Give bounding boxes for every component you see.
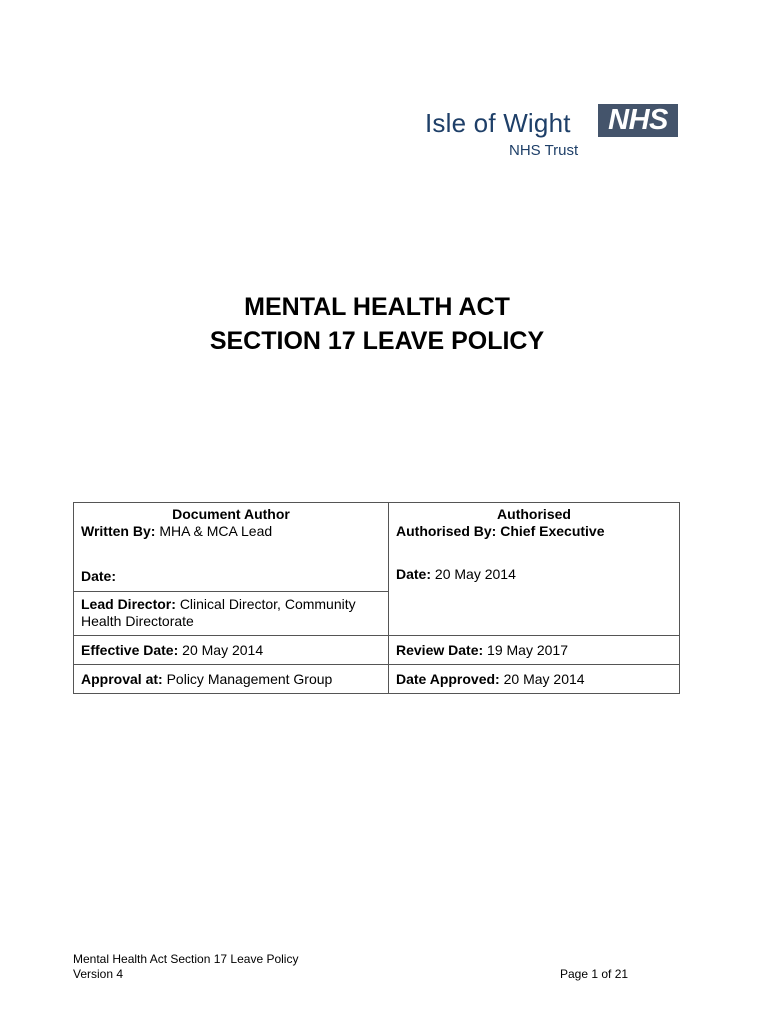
footer-version: Version 4 (73, 967, 124, 981)
review-date-cell (389, 636, 680, 665)
approval-at-cell (74, 665, 389, 694)
effective-date-label: Effective Date: (81, 642, 179, 658)
date-right-cell (389, 547, 680, 636)
nhs-logo-mark: NHS (598, 104, 678, 137)
date-right-value: 20 May 2014 (434, 566, 516, 582)
approval-at-label: Approval at: (81, 671, 163, 687)
authorised-cell (389, 503, 680, 548)
authorised-header: Authorised (497, 506, 571, 522)
author-header: Document Author (172, 506, 290, 522)
logo-org-name: Isle of Wight (425, 108, 571, 138)
lead-director-value: Clinical Director, Community Health Directorate (81, 596, 356, 629)
logo-trust-label: NHS Trust (509, 142, 579, 159)
author-cell (74, 503, 389, 548)
footer-doc-title: Mental Health Act Section 17 Leave Policy (73, 952, 299, 966)
written-by-value: MHA & MCA Lead (159, 523, 273, 539)
footer-page-number: Page 1 of 21 (560, 967, 629, 981)
date-approved-label: Date Approved: (396, 671, 500, 687)
written-by-row (81, 523, 381, 540)
date-right-label: Date: (396, 566, 432, 582)
effective-date-value: 20 May 2014 (182, 642, 264, 658)
title-line-1: MENTAL HEALTH ACT (244, 293, 510, 321)
trust-logo (425, 102, 685, 162)
date-left-cell (74, 547, 389, 592)
lead-director-cell (74, 592, 389, 636)
lead-director-label: Lead Director: (81, 596, 176, 612)
review-date-label: Review Date: (396, 642, 484, 658)
page-footer (73, 952, 298, 982)
approval-at-value: Policy Management Group (166, 671, 333, 687)
authorised-by-row (396, 523, 672, 540)
date-approved-cell (389, 665, 680, 694)
document-title (0, 290, 754, 358)
authorised-by-label: Authorised By: Chief Executive (396, 523, 605, 539)
review-date-value: 19 May 2017 (487, 642, 568, 658)
effective-date-cell (74, 636, 389, 665)
written-by-label: Written By: (81, 523, 156, 539)
title-line-2: SECTION 17 LEAVE POLICY (209, 327, 545, 355)
document-control-table (73, 502, 680, 694)
date-left-label: Date: (81, 568, 117, 584)
date-approved-value: 20 May 2014 (503, 671, 585, 687)
